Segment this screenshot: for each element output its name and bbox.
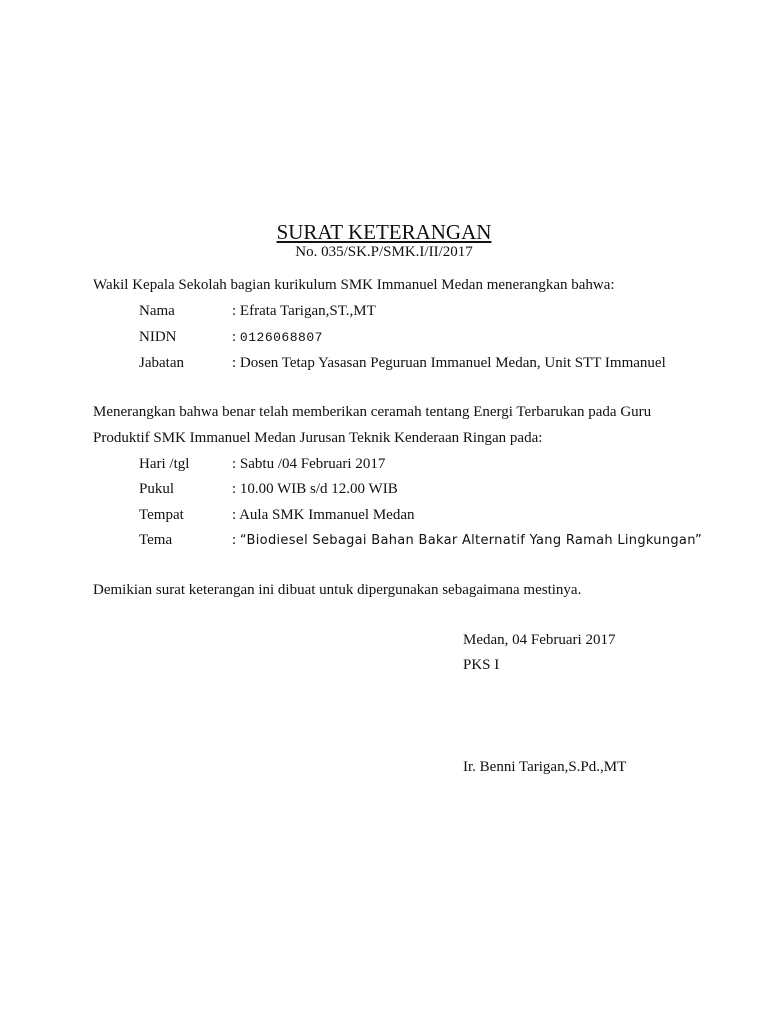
- tema-prefix: :: [232, 532, 240, 548]
- hari-label: Hari /tgl: [139, 456, 190, 472]
- hari-value: : Sabtu /04 Februari 2017: [232, 456, 386, 472]
- statement-line-2: Produktif SMK Immanuel Medan Jurusan Teknik Kenderaan Ringan pada:: [93, 430, 543, 446]
- nama-value: : Efrata Tarigan,ST.,MT: [232, 303, 376, 319]
- intro-text: Wakil Kepala Sekolah bagian kurikulum SMK Immanuel Medan menerangkan bahwa:: [93, 277, 615, 293]
- tema-value-wrap: [232, 532, 702, 549]
- closing-text: Demikian surat keterangan ini dibuat untuk dipergunakan sebagaimana mestinya.: [93, 582, 582, 598]
- nidn-value-wrap: [232, 329, 323, 346]
- signature-name: Ir. Benni Tarigan,S.Pd.,MT: [463, 759, 627, 775]
- nidn-value: 0126068807: [239, 330, 323, 345]
- tema-label: Tema: [139, 532, 173, 548]
- nidn-label: NIDN: [139, 329, 177, 345]
- pukul-label: Pukul: [139, 481, 175, 497]
- signature-position: PKS I: [463, 657, 500, 673]
- statement-line-1: Menerangkan bahwa benar telah memberikan ceramah tentang Energi Terbarukan pada Guru: [93, 404, 652, 420]
- nidn-prefix: :: [232, 329, 240, 345]
- pukul-value: : 10.00 WIB s/d 12.00 WIB: [232, 481, 398, 497]
- signature-place-date: Medan, 04 Februari 2017: [463, 632, 616, 648]
- jabatan-value: : Dosen Tetap Yasasan Peguruan Immanuel Medan, Unit STT Immanuel: [232, 355, 666, 371]
- letter-title: SURAT KETERANGAN: [276, 220, 492, 244]
- tempat-label: Tempat: [139, 507, 184, 523]
- tema-value: “Biodiesel Sebagai Bahan Bakar Alternatif Yang Ramah Lingkungan”: [239, 533, 703, 548]
- nama-label: Nama: [139, 303, 175, 319]
- jabatan-label: Jabatan: [139, 355, 184, 371]
- letter-number: No. 035/SK.P/SMK.I/II/2017: [295, 244, 473, 260]
- tempat-value: : Aula SMK Immanuel Medan: [232, 507, 415, 523]
